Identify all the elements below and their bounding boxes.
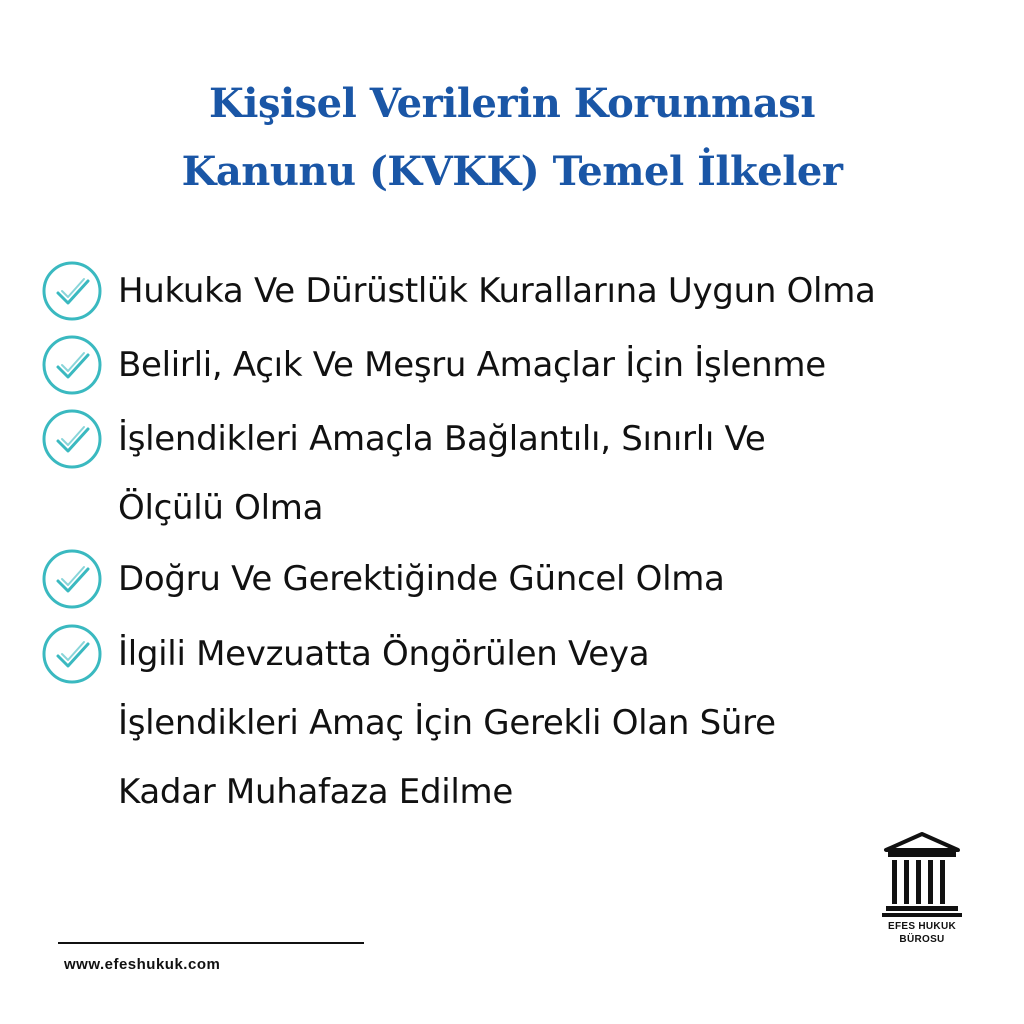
- list-item-line: İşlendikleri Amaçla Bağlantılı, Sınırlı Ve: [118, 419, 766, 459]
- page-title: [0, 70, 1024, 206]
- list-item-line: İşlendikleri Amaç İçin Gerekli Olan Süre: [118, 703, 776, 743]
- check-circle-icon: [40, 620, 104, 684]
- list-item-text: [118, 545, 1000, 614]
- list-item-text: [118, 405, 1000, 543]
- check-circle-icon: [40, 545, 104, 609]
- list-item: [40, 257, 1000, 326]
- list-item: [40, 545, 1000, 614]
- logo-line-2: BÜROSU: [899, 934, 945, 945]
- list-item: [40, 405, 1000, 543]
- list-item-line: Hukuka Ve Dürüstlük Kurallarına Uygun Olma: [118, 271, 876, 311]
- check-circle-icon: [40, 257, 104, 321]
- title-line-2: Kanunu (KVKK) Temel İlkeler: [181, 148, 843, 195]
- list-item-line: Belirli, Açık Ve Meşru Amaçlar İçin İşlenme: [118, 345, 826, 385]
- list-item-text: [118, 331, 1000, 400]
- title-line-1: Kişisel Verilerin Korunması: [208, 80, 816, 127]
- logo-text: [860, 920, 984, 946]
- list-item-text: [118, 620, 1000, 827]
- website-link[interactable]: www.efeshukuk.com: [64, 956, 221, 973]
- check-circle-icon: [40, 405, 104, 469]
- list-item-line: Ölçülü Olma: [118, 488, 324, 528]
- logo-line-1: EFES HUKUK: [887, 921, 956, 932]
- courthouse-icon: [880, 830, 964, 920]
- list-item-line: Kadar Muhafaza Edilme: [118, 772, 513, 812]
- list-item: [40, 620, 1000, 827]
- list-item: [40, 331, 1000, 400]
- check-circle-icon: [40, 331, 104, 395]
- list-item-line: İlgili Mevzuatta Öngörülen Veya: [118, 634, 650, 674]
- list-item-line: Doğru Ve Gerektiğinde Güncel Olma: [118, 559, 725, 599]
- list-item-text: [118, 257, 1000, 326]
- footer-divider: [58, 942, 364, 944]
